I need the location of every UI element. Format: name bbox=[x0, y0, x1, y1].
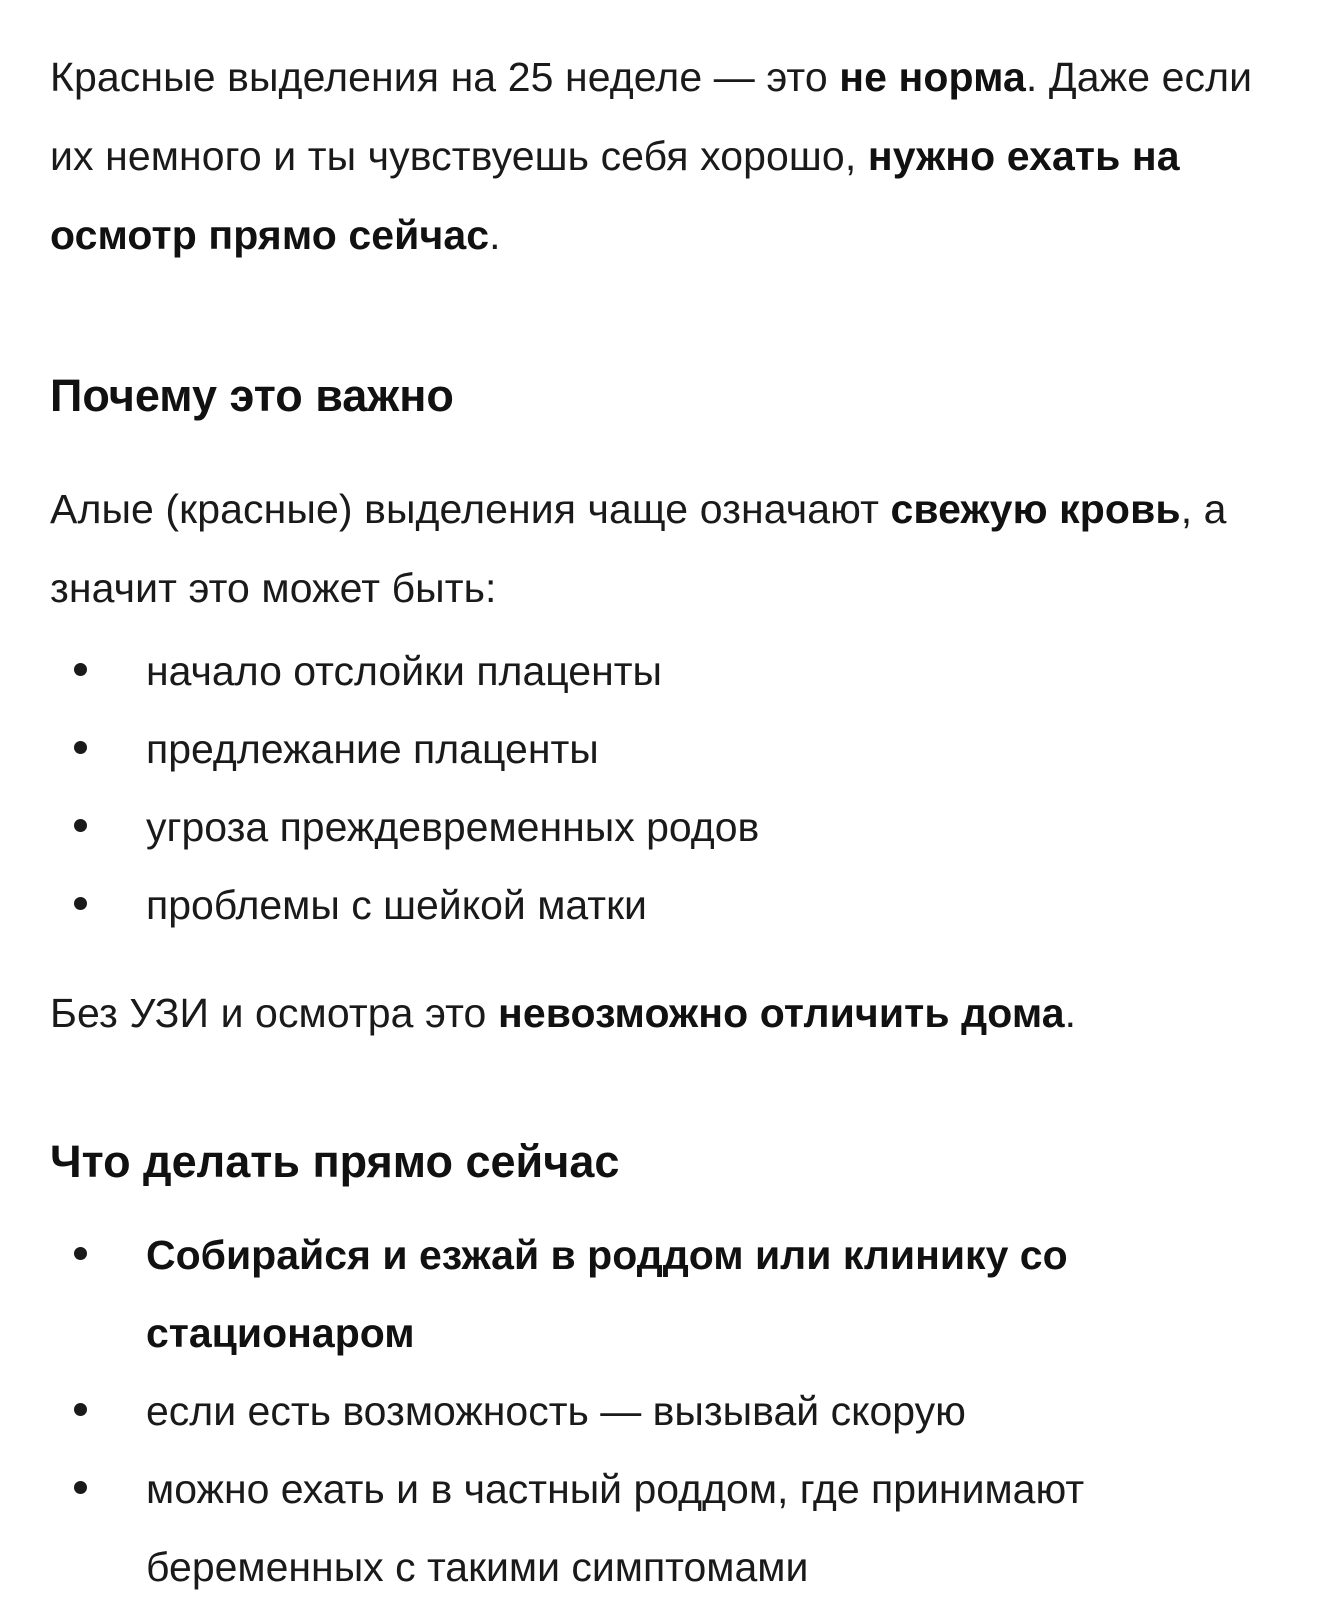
bullet-icon bbox=[74, 1247, 87, 1260]
why-text-1: Алые (красные) выделения чаще означают bbox=[50, 486, 891, 532]
heading-what-to-do: Что делать прямо сейчас bbox=[50, 1136, 620, 1187]
closing-paragraph bbox=[50, 974, 1290, 1053]
list-item bbox=[50, 1216, 1290, 1372]
list-item-text: начало отслойки плаценты bbox=[146, 648, 662, 694]
closing-bold-cannot-tell: невозможно отличить дома bbox=[497, 990, 1065, 1036]
bullet-icon bbox=[74, 819, 87, 832]
bullet-icon bbox=[74, 897, 87, 910]
list-item bbox=[50, 788, 1290, 866]
bullet-icon bbox=[74, 741, 87, 754]
bullet-icon bbox=[74, 663, 87, 676]
why-paragraph bbox=[50, 470, 1290, 628]
bullet-icon bbox=[74, 1403, 87, 1416]
why-bold-fresh-blood: свежую кровь bbox=[890, 486, 1181, 532]
why-text-2: , а значит это может быть: bbox=[50, 486, 1227, 611]
intro-text-2: Даже если их немного и ты чувствуешь себя хорошо, bbox=[50, 54, 1253, 179]
list-item bbox=[50, 866, 1290, 944]
list-item bbox=[50, 632, 1290, 710]
closing-text-1: Без УЗИ и осмотра это bbox=[50, 990, 498, 1036]
list-item-text: можно ехать и в частный роддом, где принимают беременных с такими симптомами bbox=[146, 1466, 1085, 1590]
intro-period-2: . bbox=[489, 212, 501, 258]
list-item-text: угроза преждевременных родов bbox=[146, 804, 760, 850]
list-item-text: если есть возможность — вызывай скорую bbox=[146, 1388, 966, 1434]
intro-text-1: Красные выделения на 25 неделе — это bbox=[50, 54, 840, 100]
message-content bbox=[50, 38, 1290, 1606]
list-item bbox=[50, 1372, 1290, 1450]
list-item bbox=[50, 710, 1290, 788]
closing-period: . bbox=[1064, 990, 1077, 1036]
heading-why-important: Почему это важно bbox=[50, 370, 454, 421]
list-item-text: проблемы с шейкой матки bbox=[146, 882, 647, 928]
intro-bold-not-normal: не норма bbox=[839, 54, 1026, 100]
list-item-text: предлежание плаценты bbox=[146, 726, 599, 772]
list-item bbox=[50, 1450, 1290, 1606]
list-item-bold-text: Собирайся и езжай в роддом или клинику со стационаром bbox=[146, 1232, 1068, 1356]
intro-paragraph bbox=[50, 38, 1290, 275]
bullet-icon bbox=[74, 1481, 87, 1494]
actions-list bbox=[50, 1216, 1290, 1606]
intro-bold-go-now: нужно ехать на осмотр прямо сейчас bbox=[50, 133, 1180, 258]
intro-period-1: . bbox=[1025, 54, 1038, 100]
causes-list bbox=[50, 632, 1290, 944]
